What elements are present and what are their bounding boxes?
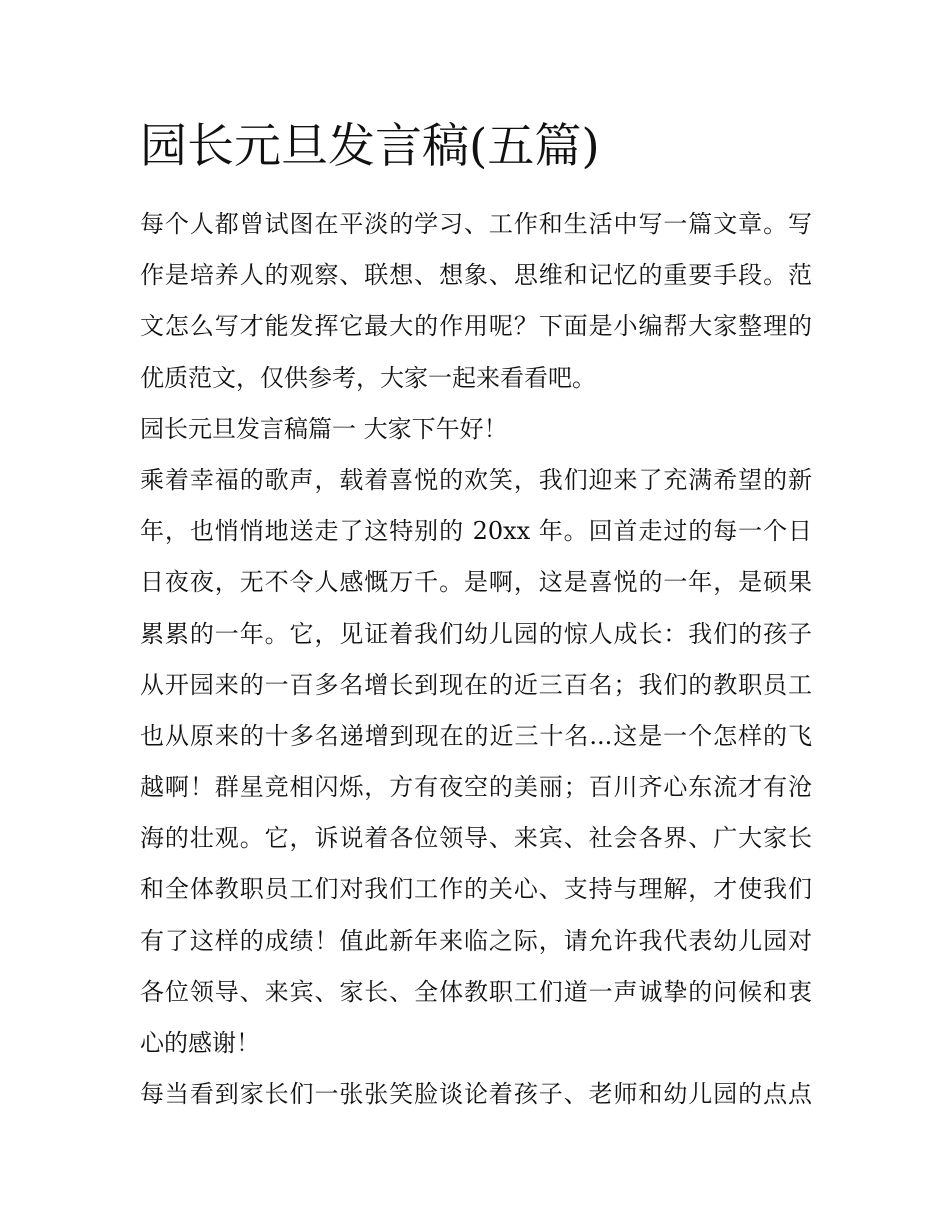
paragraph-line: 累累的一年。它，见证着我们幼儿园的惊人成长：我们的孩子 <box>140 619 812 648</box>
paragraph-line: 越啊！群星竞相闪烁，方有夜空的美丽；百川齐心东流才有沧 <box>140 773 812 802</box>
paragraph-line: 从开园来的一百多名增长到现在的近三百名；我们的教职员工 <box>140 670 812 699</box>
section-heading: 园长元旦发言稿篇一 大家下午好！ <box>140 414 508 443</box>
paragraph-line: 年，也悄悄地送走了这特别的 20xx 年。回首走过的每一个日 <box>140 517 812 546</box>
paragraph-line: 优质范文，仅供参考，大家一起来看看吧。 <box>140 363 596 392</box>
paragraph-line: 文怎么写才能发挥它最大的作用呢？下面是小编帮大家整理的 <box>140 312 812 341</box>
document-title: 园长元旦发言稿(五篇) <box>140 119 600 174</box>
paragraph-line: 日夜夜，无不令人感慨万千。是啊，这是喜悦的一年，是硕果 <box>140 568 812 597</box>
paragraph-line: 每个人都曾试图在平淡的学习、工作和生活中写一篇文章。写 <box>140 210 812 238</box>
paragraph-line: 也从原来的十多名递增到现在的近三十名...这是一个怎样的飞 <box>140 721 812 750</box>
document-body <box>140 199 812 1120</box>
paragraph-line: 各位领导、来宾、家长、全体教职工们道一声诚挚的问候和衷 <box>140 977 812 1006</box>
paragraph-line: 每当看到家长们一张张笑脸谈论着孩子、老师和幼儿园的点点 <box>140 1080 812 1109</box>
paragraph-line: 乘着幸福的歌声，载着喜悦的欢笑，我们迎来了充满希望的新 <box>140 465 812 494</box>
paragraph-line: 有了这样的成绩！值此新年来临之际，请允许我代表幼儿园对 <box>140 926 812 955</box>
paragraph-line: 海的壮观。它，诉说着各位领导、来宾、社会各界、广大家长 <box>140 824 812 853</box>
paragraph-line: 心的感谢！ <box>140 1029 260 1057</box>
paragraph-line: 和全体教职员工们对我们工作的关心、支持与理解，才使我们 <box>140 875 812 904</box>
paragraph-line: 作是培养人的观察、联想、想象、思维和记忆的重要手段。范 <box>140 261 812 290</box>
